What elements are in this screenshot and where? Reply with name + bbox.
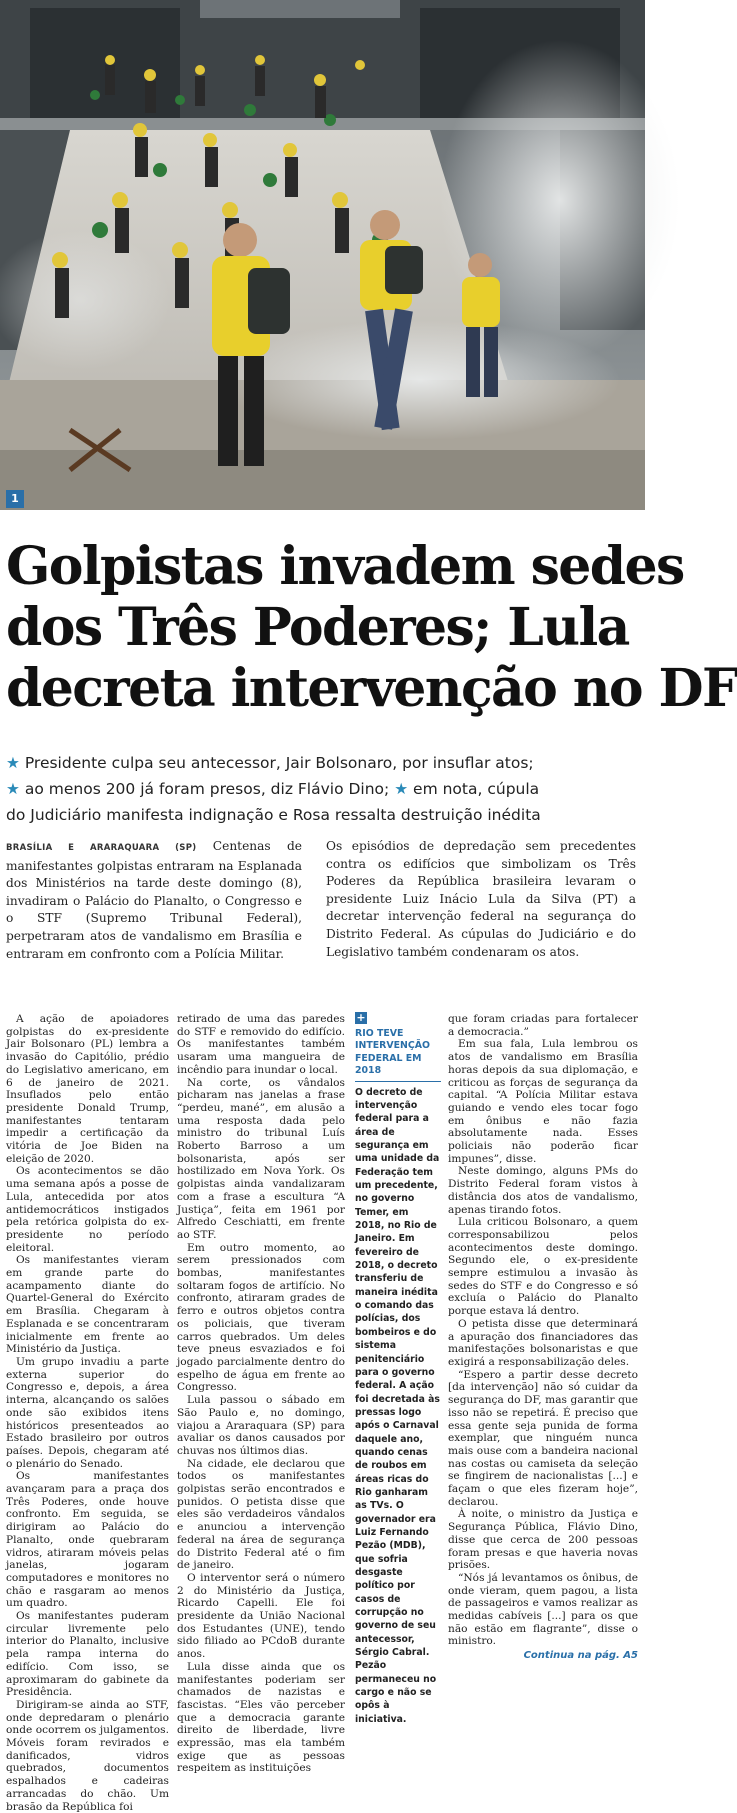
lead-paragraph-2: Os episódios de depredação sem precedentes contra os edifícios que simbolizam os Três Poderes da República brasileira levaram o presidente Luiz Inácio Lula da Silva (PT) a decretar intervenção federal na segurança do Distrito Federal. As cúpulas do Judiciário e do Legislativo também condenaram os atos. [326, 839, 636, 959]
body-paragraph: A ação de apoiadores golpistas do ex-presidente Jair Bolsonaro (PL) lembra a invasão do Capitólio, prédio do Legislativo americano, em 6 de janeiro de 2021. Insuflados pelo então presidente Donald Trump, manifestantes tentaram impedir a certificação da vitória de Joe Biden na eleição de 2020. [6, 1013, 169, 1165]
body-column-1 [6, 1013, 169, 1813]
body-paragraph: Em outro momento, ao serem pressionados com bombas, manifestantes soltaram fogos de artifício. No confronto, atiraram grades de ferro e outros objetos contra os policiais, que tiveram carros quebrados. Um deles teve pneus esvaziados e foi jogado parcialmente dentro do espelho de água em frente ao Congresso. [177, 1241, 345, 1394]
body-paragraph: Neste domingo, alguns PMs do Distrito Federal foram vistos à distância dos atos de vandalismo, apenas tirando fotos. [448, 1165, 638, 1216]
body-paragraph: Um grupo invadiu a parte externa superior do Congresso e, depois, a área interna, alcançando os salões onde são exibidos itens históricos presenteados ao Estado brasileiro por outros países. Depois, chegaram até o plenário do Senado. [6, 1355, 169, 1470]
body-paragraph: Na cidade, ele declarou que todos os manifestantes golpistas serão encontrados e punidos. O petista disse que eles são verdadeiros vândalos e anunciou a intervenção federal na área de segurança do Distrito Federal até o fim de janeiro. [177, 1457, 345, 1572]
body-column-4 [448, 1013, 638, 1663]
subheadline-text: Presidente culpa seu antecessor, Jair Bolsonaro, por insuflar atos; [24, 754, 534, 772]
dateline: BRASÍLIA E ARARAQUARA (SP) [6, 843, 197, 853]
body-paragraph: Os acontecimentos se dão uma semana após a posse de Lula, antecedida por atos antidemocráticos instigados pela retórica golpista do ex-presidente no período eleitoral. [6, 1165, 169, 1254]
body-paragraph: À noite, o ministro da Justiça e Segurança Pública, Flávio Dino, disse que cerca de 200 pessoas foram presas e que haveria novas prisões. [448, 1508, 638, 1572]
star-icon: ★ [6, 754, 20, 772]
subheadline [6, 750, 636, 828]
body-paragraph: Os manifestantes puderam circular livremente pelo interior do Planalto, inclusive pela rampa interna do edifício. Com isso, se aproximaram do gabinete da Presidência. [6, 1610, 169, 1699]
continued-link[interactable]: Continua na pág. A5 [523, 1650, 638, 1662]
body-paragraph: retirado de uma das paredes do STF e removido do edifício. Os manifestantes também usaram uma mangueira de incêndio para inundar o local. [177, 1013, 345, 1076]
body-paragraph: Os manifestantes vieram em grande parte do acampamento diante do Quartel-General do Exército em Brasília. Chegaram à Esplanada e se concentraram inicialmente em frente ao Ministério da Justiça. [6, 1254, 169, 1356]
body-paragraph: Lula passou o sábado em São Paulo e, no domingo, viajou a Araraquara (SP) para avaliar os danos causados por chuvas nos últimos dias. [177, 1394, 345, 1457]
body-paragraph: “Espero a partir desse decreto [da intervenção] não só cuidar da segurança do DF, mas garantir que isso não se repetirá. É preciso que essa gente seja punida de forma exemplar, que ninguém nunca mais ouse com a bandeira nacional nas costas ou camiseta da seleção se fingirem de nacionalistas [...] e façam o que eles fizeram hoje”, declarou. [448, 1368, 638, 1508]
subheadline-line-1 [6, 750, 636, 776]
body-paragraph: Lula criticou Bolsonaro, a quem corresponsabilizou pelos acontecimentos deste domingo. Segundo ele, o ex-presidente sempre estimulou a invasão às sedes do STF e do Congresso e só excluía o Palácio do Planalto porque estava lá dentro. [448, 1216, 638, 1318]
headline-line: decreta intervenção no DF [6, 658, 737, 719]
body-paragraph: Em sua fala, Lula lembrou os atos de vandalismo em Brasília horas depois da sua diplomação, e criticou as forças de segurança da capital. “A Polícia Militar estava guiando e vendo eles tocar fogo em ônibus e não fazia absolutamente nada. Esses policiais não poderão ficar impunes”, disse. [448, 1038, 638, 1165]
body-paragraph: Na corte, os vândalos picharam nas janelas a frase “perdeu, mané”, em alusão a uma resposta dada pelo ministro do tribunal Luís Roberto Barroso a um bolsonarista, após ser hostilizado em Nova York. Os golpistas ainda vandalizaram com a frase a escultura “A Justiça”, feita em 1961 por Alfredo Ceschiatti, em frente ao STF. [177, 1076, 345, 1241]
headline-line: dos Três Poderes; Lula [6, 597, 629, 658]
lead-text: Centenas de manifestantes golpistas entraram na Esplanada dos Ministérios na tarde deste domingo (8), invadiram o Palácio do Planalto, o Congresso e o STF (Supremo Tribunal Federal), perpetraram atos de vandalismo em Brasília e entraram em confronto com a Polícia Militar. [6, 839, 302, 961]
headline-line: Golpistas invadem sedes [6, 536, 684, 597]
star-icon: ★ [394, 780, 409, 798]
headline [6, 536, 737, 719]
sidebar-divider [355, 1081, 441, 1082]
sidebar-text: O decreto de intervenção federal para a área de segurança em uma unidade da Federação tem um precedente, no governo Temer, em 2018, no Rio de Janeiro. Em fevereiro de 2018, o decreto transferiu de maneira inédita o comando das polícias, dos bombeiros e do sistema penitenciário para o governo federal. A ação foi decretada às pressas logo após o Carnaval daquele ano, quando cenas de roubos em áreas ricas do Rio ganharam as TVs. O governador era Luiz Fernando Pezão (MDB), que sofria desgaste político por casos de corrupção no governo de seu antecessor, Sérgio Cabral. Pezão permaneceu no cargo e não se opôs à iniciativa. [355, 1086, 440, 1725]
body-paragraph: Lula disse ainda que os manifestantes poderiam ser chamados de nazistas e fascistas. “Eles vão perceber que a democracia garante direito de liberdade, livre expressão, mas ela também exige que as pessoas respeitem as instituições [177, 1660, 345, 1775]
body-paragraph: “Nós já levantamos os ônibus, de onde vieram, quem pagou, a lista de passageiros e vamos realizar as medidas cabíveis [...] para os que não estão em flagrante”, disse o ministro. [448, 1571, 638, 1648]
plus-icon: + [356, 1011, 366, 1024]
subheadline-line-2 [6, 776, 636, 802]
body-paragraph: Dirigiram-se ainda ao STF, onde depredaram o plenário onde ocorrem os julgamentos. Móveis foram revirados e danificados, vidros quebrados, documentos espalhados e cadeiras arrancadas do chão. Um brasão da República foi [6, 1698, 169, 1813]
body-column-2 [177, 1013, 345, 1775]
photo-illustration [0, 0, 645, 510]
body-paragraph: que foram criadas para fortalecer a democracia.” [448, 1013, 638, 1038]
subheadline-line-3: do Judiciário manifesta indignação e Rosa ressalta destruição inédita [6, 806, 541, 824]
lead-paragraph-1 [6, 838, 302, 963]
body-paragraph: O petista disse que determinará a apuração dos financiadores das manifestações bolsonaristas e que exigirá a responsabilização deles. [448, 1317, 638, 1368]
subheadline-text: em nota, cúpula [413, 780, 540, 798]
news-photo [0, 0, 645, 510]
body-paragraph: O interventor será o número 2 do Ministério da Justiça, Ricardo Capelli. Ele foi presidente da União Nacional dos Estudantes (UNE), tendo sido filiado ao PCdoB durante anos. [177, 1571, 345, 1661]
photo-number-badge: 1 [6, 490, 24, 508]
body-paragraph: Os manifestantes avançaram para a praça dos Três Poderes, onde houve confronto. Em seguida, se dirigiram ao Palácio do Planalto, onde quebraram vidros, atiraram móveis pelas janelas, jogaram computadores e monitores no chão e rasgaram ao menos um quadro. [6, 1470, 169, 1610]
star-icon: ★ [6, 780, 20, 798]
sidebar-box [355, 1012, 441, 1726]
subheadline-text: ao menos 200 já foram presos, diz Flávio Dino; [24, 780, 390, 798]
sidebar-title: RIO TEVE INTERVENÇÃO FEDERAL EM 2018 [355, 1028, 430, 1077]
